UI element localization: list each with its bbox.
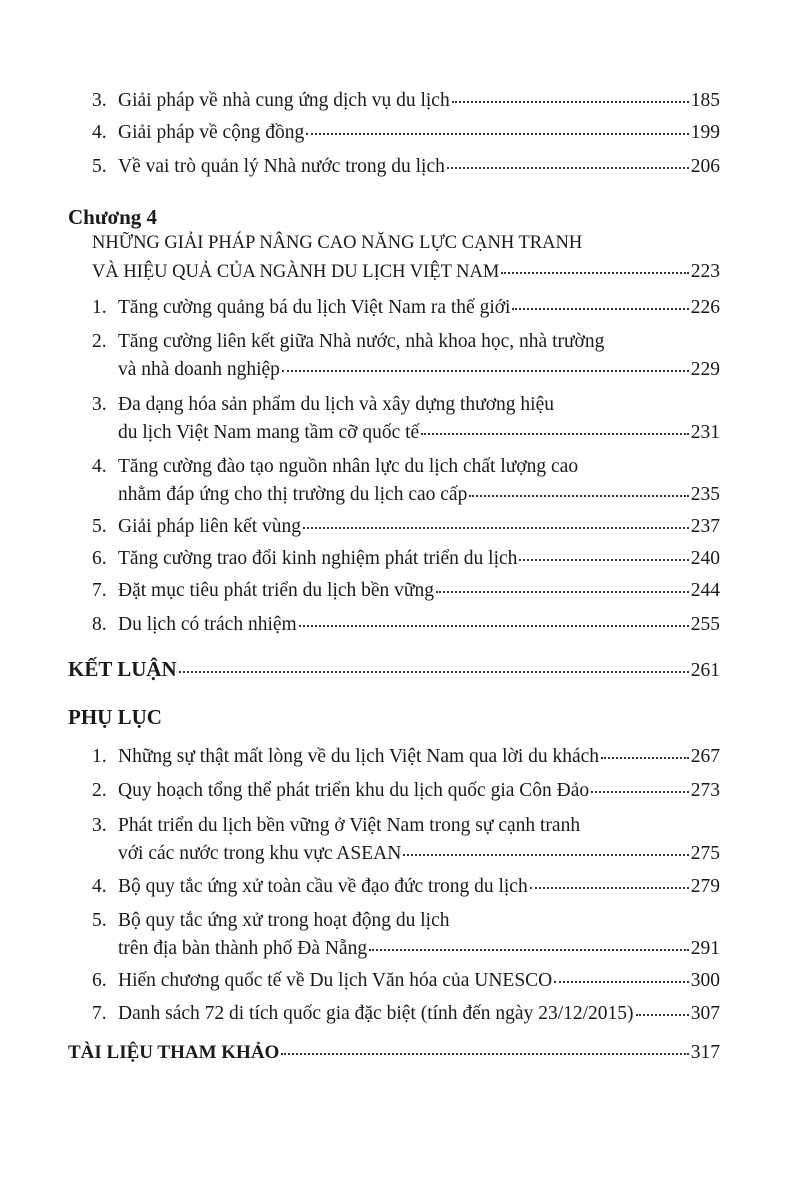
entry-page: 226 — [690, 297, 720, 318]
entry-title-line1: Phát triển du lịch bền vững ở Việt Nam trong sự cạnh tranh — [118, 815, 581, 836]
section-heading: KẾT LUẬN — [68, 657, 177, 681]
toc-entry — [92, 297, 720, 319]
entry-number: 1. — [92, 746, 107, 767]
entry-title-line1: Đa dạng hóa sản phẩm du lịch và xây dựng thương hiệu — [118, 394, 554, 415]
entry-page: 223 — [690, 261, 720, 282]
toc-entry — [92, 614, 720, 636]
entry-number: 5. — [92, 156, 107, 177]
toc-entry-first-line — [92, 394, 554, 416]
entry-page: 291 — [690, 938, 720, 959]
toc-entry — [92, 876, 720, 898]
dot-leader — [299, 625, 689, 627]
entry-page: 206 — [690, 156, 720, 177]
toc-entry — [92, 122, 720, 144]
entry-number: 7. — [92, 1003, 107, 1024]
toc-entry — [118, 843, 720, 865]
toc-entry — [92, 970, 720, 992]
entry-number: 4. — [92, 456, 107, 477]
entry-title: Bộ quy tắc ứng xử toàn cầu về đạo đức trong du lịch — [118, 876, 528, 897]
section-heading: TÀI LIỆU THAM KHẢO — [68, 1042, 280, 1063]
entry-page: 237 — [690, 516, 720, 537]
toc-entry — [92, 746, 720, 768]
entry-page: 235 — [690, 484, 720, 505]
entry-number: 5. — [92, 910, 107, 931]
dot-leader — [421, 433, 689, 435]
entry-title-line1: Bộ quy tắc ứng xử trong hoạt động du lịch — [118, 910, 450, 931]
entry-number: 4. — [92, 122, 107, 143]
entry-title: Những sự thật mất lòng về du lịch Việt Nam qua lời du khách — [118, 746, 600, 767]
dot-leader — [179, 671, 689, 673]
entry-title: Danh sách 72 di tích quốc gia đặc biệt (tính đến ngày 23/12/2015) — [118, 1003, 634, 1024]
toc-entry-references — [68, 1042, 720, 1064]
entry-title: Về vai trò quản lý Nhà nước trong du lịch — [118, 156, 445, 177]
chapter-title-line1: NHỮNG GIẢI PHÁP NÂNG CAO NĂNG LỰC CẠNH TRANH — [92, 233, 583, 253]
entry-title-line1: Tăng cường liên kết giữa Nhà nước, nhà khoa học, nhà trường — [118, 331, 605, 352]
entry-title: Quy hoạch tổng thể phát triển khu du lịch quốc gia Côn Đảo — [118, 780, 590, 801]
entry-title: nhằm đáp ứng cho thị trường du lịch cao cấp — [118, 484, 468, 505]
entry-title: Giải pháp về nhà cung ứng dịch vụ du lịch — [118, 90, 450, 111]
entry-title: trên địa bàn thành phố Đà Nẵng — [118, 938, 368, 959]
entry-title: và nhà doanh nghiệp — [118, 359, 280, 380]
dot-leader — [501, 272, 688, 274]
dot-leader — [452, 101, 689, 103]
toc-entry — [92, 780, 720, 802]
section-heading: PHỤ LỤC — [68, 705, 162, 729]
dot-leader — [469, 495, 688, 497]
chapter-label: Chương 4 — [68, 205, 158, 229]
entry-page: 240 — [690, 548, 720, 569]
dot-leader — [282, 370, 689, 372]
entry-number: 7. — [92, 580, 107, 601]
entry-title: với các nước trong khu vực ASEAN — [118, 843, 402, 864]
entry-number: 3. — [92, 90, 107, 111]
entry-page: 300 — [690, 970, 720, 991]
toc-entry — [118, 422, 720, 444]
dot-leader — [436, 591, 689, 593]
entry-number: 6. — [92, 970, 107, 991]
toc-entry-first-line — [92, 331, 604, 353]
toc-entry-conclusion — [68, 657, 720, 682]
entry-page: 275 — [690, 843, 720, 864]
dot-leader — [554, 981, 688, 983]
entry-number: 4. — [92, 876, 107, 897]
entry-page: 244 — [690, 580, 720, 601]
entry-number: 6. — [92, 548, 107, 569]
toc-entry — [92, 90, 720, 112]
entry-number: 5. — [92, 516, 107, 537]
chapter-title-line2: VÀ HIỆU QUẢ CỦA NGÀNH DU LỊCH VIỆT NAM — [92, 262, 500, 282]
dot-leader — [519, 559, 688, 561]
toc-entry — [92, 580, 720, 602]
entry-number: 1. — [92, 297, 107, 318]
entry-number: 8. — [92, 614, 107, 635]
entry-page: 267 — [690, 746, 720, 767]
entry-title: Du lịch có trách nhiệm — [118, 614, 297, 635]
toc-entry — [118, 484, 720, 506]
dot-leader — [512, 308, 688, 310]
entry-page: 231 — [690, 422, 720, 443]
entry-number: 2. — [92, 780, 107, 801]
toc-entry — [92, 548, 720, 570]
chapter-title — [92, 261, 720, 283]
dot-leader — [530, 887, 689, 889]
dot-leader — [403, 854, 688, 856]
entry-title: Giải pháp liên kết vùng — [118, 516, 302, 537]
toc-entry-first-line — [92, 456, 578, 478]
entry-page: 307 — [690, 1003, 720, 1024]
entry-page: 199 — [690, 122, 720, 143]
entry-page: 279 — [690, 876, 720, 897]
entry-number: 2. — [92, 331, 107, 352]
dot-leader — [636, 1014, 689, 1016]
entry-page: 273 — [690, 780, 720, 801]
entry-number: 3. — [92, 394, 107, 415]
toc-entry-first-line — [92, 910, 449, 932]
dot-leader — [303, 527, 689, 529]
entry-title: Giải pháp về cộng đồng — [118, 122, 305, 143]
toc-entry — [92, 1003, 720, 1025]
entry-page: 261 — [690, 660, 720, 681]
dot-leader — [601, 757, 689, 759]
toc-entry-first-line — [92, 815, 580, 837]
entry-title: du lịch Việt Nam mang tầm cỡ quốc tế — [118, 422, 420, 443]
entry-title: Tăng cường trao đổi kinh nghiệm phát triển du lịch — [118, 548, 518, 569]
dot-leader — [447, 167, 689, 169]
entry-title: Tăng cường quảng bá du lịch Việt Nam ra thế giới — [118, 297, 511, 318]
entry-number: 3. — [92, 815, 107, 836]
toc-entry — [92, 516, 720, 538]
toc-entry — [92, 156, 720, 178]
dot-leader — [281, 1053, 688, 1055]
entry-page: 255 — [690, 614, 720, 635]
entry-page: 317 — [690, 1042, 720, 1063]
entry-page: 185 — [690, 90, 720, 111]
dot-leader — [306, 133, 688, 135]
entry-page: 229 — [690, 359, 720, 380]
toc-entry — [118, 938, 720, 960]
entry-title: Hiến chương quốc tế về Du lịch Văn hóa của UNESCO — [118, 970, 553, 991]
dot-leader — [591, 791, 689, 793]
entry-title: Đặt mục tiêu phát triển du lịch bền vững — [118, 580, 434, 601]
dot-leader — [369, 949, 689, 951]
toc-entry — [118, 359, 720, 381]
entry-title-line1: Tăng cường đào tạo nguồn nhân lực du lịch chất lượng cao — [118, 456, 579, 477]
